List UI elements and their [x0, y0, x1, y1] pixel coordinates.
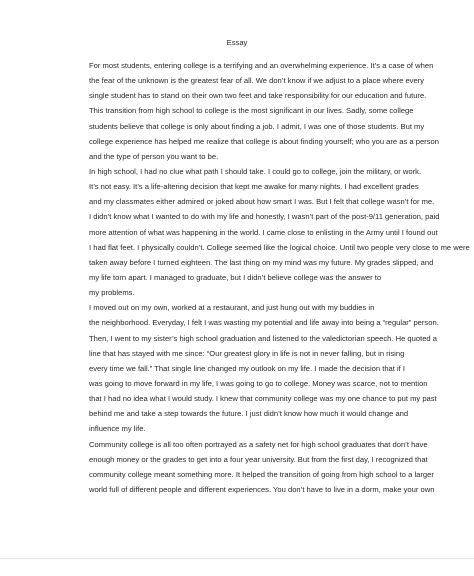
- essay-line: my problems.: [89, 288, 135, 298]
- essay-line: the fear of the unknown is the greatest fear of all. We don’t know if we adjust to a place where every: [89, 76, 425, 86]
- essay-line: I didn’t know what I wanted to do with my life and honestly, I wasn’t part of the post-9/11 generation, paid: [89, 212, 440, 222]
- essay-line: and my classmates either admired or joked about how smart I was. But I felt that college wasn’t for me.: [89, 197, 435, 207]
- essay-body: [89, 58, 470, 497]
- essay-line: that I had no idea what I would study. I knew that community college was my one chance to put my past: [89, 394, 437, 404]
- essay-line: was going to move forward in my life, I was going to go to college. Money was scarce, not to mention: [89, 378, 428, 388]
- essay-line: behind me and take a step towards the future. I just didn’t know how much it would change and: [89, 409, 409, 419]
- essay-line: students believe that college is only about finding a job. I admit, I was one of those students. But my: [89, 121, 425, 131]
- essay-line: It’s not easy. It’s a life-altering decision that kept me awake for many nights. I had excellent grades: [89, 182, 419, 192]
- essay-line: line that has stayed with me since: “Our greatest glory in life is not in never falling, but in rising: [89, 348, 405, 358]
- essay-line: For most students, entering college is a terrifying and an overwhelming experience. It’s a case of when: [89, 61, 434, 70]
- essay-line: This transition from high school to college is the most significant in our lives. Sadly, some college: [89, 106, 414, 116]
- page-title: Essay: [226, 38, 248, 47]
- essay-line: influence my life.: [89, 424, 146, 434]
- essay-line: I had flat feet. I physically couldn’t. College seemed like the logical choice. Until two people very close to me were: [89, 242, 470, 252]
- essay-line: my life torn apart. I managed to graduate, but I didn’t believe college was the answer to: [89, 272, 382, 282]
- essay-line: more attention of what was happening in the world. I came close to enlisting in the Army until I found out: [89, 227, 438, 237]
- essay-line: college experience has helped me realize that college is about finding yourself; who you are as a person: [89, 136, 439, 146]
- essay-line: every time we fall.” That single line changed my outlook on my life. I made the decision that if I: [89, 363, 406, 373]
- essay-line: the neighborhood. Everyday, I felt I was wasting my potential and life away into being a “regular” person.: [89, 318, 439, 328]
- essay-line: and the type of person you want to be.: [89, 151, 219, 161]
- essay-line: enough money or the grades to get into a four year university. But from the first day, I recognized that: [89, 454, 428, 464]
- essay-line: taken away before I turned eighteen. The last thing on my mind was my future. My grades slipped, and: [89, 257, 434, 267]
- essay-line: Community college is all too often portrayed as a safety net for high school graduates that don’t have: [89, 439, 428, 449]
- essay-line: world full of different people and different experiences. You don’t have to live in a dorm, make your own: [89, 484, 435, 494]
- essay-line: I moved out on my own, worked at a restaurant, and just hung out with my buddies in: [89, 303, 375, 313]
- essay-line: In high school, I had no clue what path I should take. I could go to college, join the military, or work.: [89, 166, 422, 176]
- essay-line: community college meant something more. It helped the transition of going from high school to a larger: [89, 469, 434, 479]
- essay-line: Then, I went to my sister’s high school graduation and listened to the valedictorian speech. He quoted a: [89, 333, 437, 343]
- page-divider: [0, 558, 474, 559]
- essay-line: single student has to stand on their own two feet and take responsibility for our education and future.: [89, 91, 427, 101]
